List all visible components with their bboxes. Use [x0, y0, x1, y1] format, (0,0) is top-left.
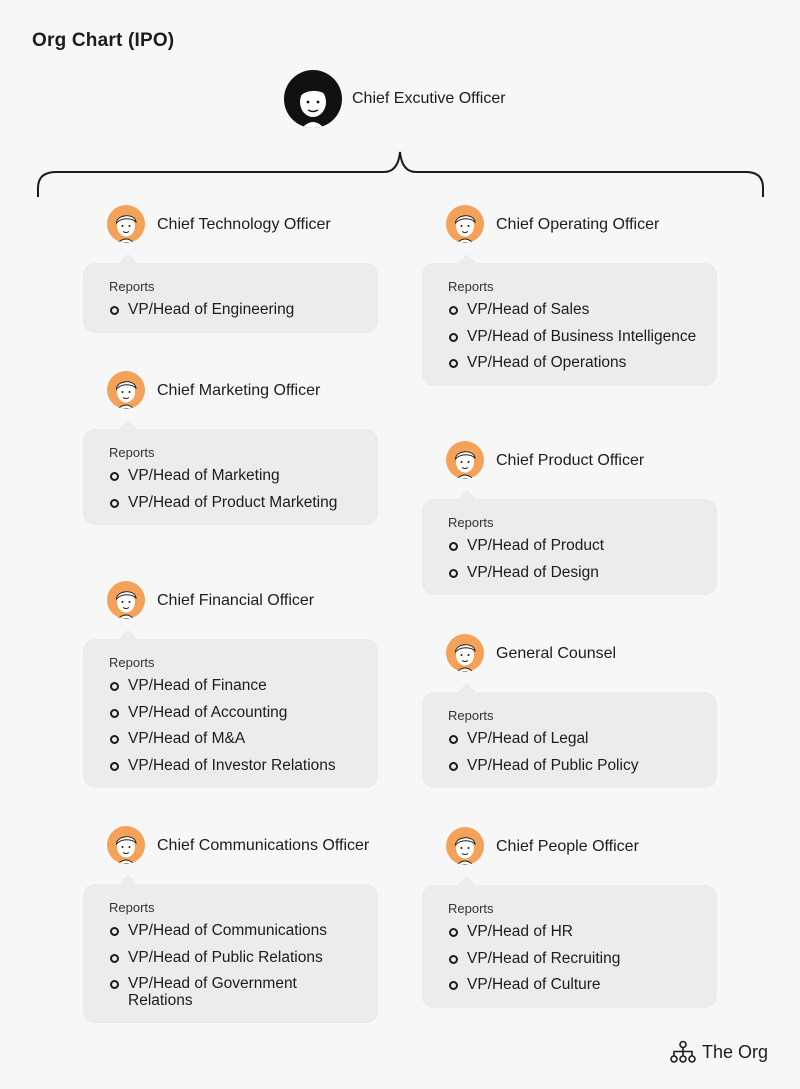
executive-node	[83, 579, 383, 788]
report-item: VP/Head of Accounting	[109, 705, 362, 722]
report-item: VP/Head of Sales	[448, 302, 701, 319]
reports-list	[109, 678, 362, 774]
person-avatar-icon	[446, 205, 484, 243]
person-avatar-icon	[107, 581, 145, 619]
executive-node	[422, 825, 722, 1008]
person-avatar-icon	[107, 826, 145, 864]
executive-node	[422, 203, 722, 386]
report-item: VP/Head of Government Relations	[109, 976, 362, 1009]
ceo-title: Chief Excutive Officer	[352, 90, 506, 107]
reports-label: Reports	[448, 901, 494, 916]
reports-list	[448, 538, 701, 581]
executive-title: Chief Communications Officer	[157, 836, 370, 854]
reports-label: Reports	[109, 900, 155, 915]
executive-header	[422, 632, 722, 674]
executive-header	[422, 439, 722, 481]
person-avatar-icon	[446, 827, 484, 865]
brand-logo	[670, 1040, 768, 1064]
reports-card	[422, 263, 717, 386]
executive-header	[422, 825, 722, 867]
reports-label: Reports	[448, 279, 494, 294]
reports-list	[448, 731, 701, 774]
reports-card	[83, 263, 378, 333]
report-item: VP/Head of M&A	[109, 731, 362, 748]
report-item: VP/Head of Design	[448, 565, 701, 582]
reports-label: Reports	[448, 515, 494, 530]
report-item: VP/Head of Product Marketing	[109, 495, 362, 512]
executive-title: Chief Product Officer	[496, 451, 645, 469]
brand-name: The Org	[701, 1041, 768, 1062]
report-item: VP/Head of Culture	[448, 977, 701, 994]
executive-header	[83, 369, 383, 411]
reports-card	[422, 499, 717, 595]
reports-card	[83, 429, 378, 525]
executive-header	[422, 203, 722, 245]
reports-card	[83, 884, 378, 1023]
org-tree-logo-icon	[670, 1040, 696, 1064]
reports-list	[109, 468, 362, 511]
report-item: VP/Head of Legal	[448, 731, 701, 748]
executive-title: Chief Financial Officer	[157, 591, 315, 609]
reports-card	[422, 692, 717, 788]
person-avatar-icon	[107, 371, 145, 409]
reports-list	[109, 302, 362, 319]
hierarchy-brace	[0, 0, 800, 200]
report-item: VP/Head of Product	[448, 538, 701, 555]
executive-title: General Counsel	[496, 644, 617, 662]
report-item: VP/Head of Investor Relations	[109, 758, 362, 775]
reports-label: Reports	[109, 655, 155, 670]
executive-header	[83, 203, 383, 245]
person-avatar-icon	[446, 441, 484, 479]
report-item: VP/Head of Public Relations	[109, 950, 362, 967]
page-title: Org Chart (IPO)	[32, 30, 175, 51]
report-item: VP/Head of Operations	[448, 355, 701, 372]
executive-node	[83, 824, 383, 1023]
executive-title: Chief Technology Officer	[157, 215, 331, 233]
executive-header	[83, 579, 383, 621]
report-item: VP/Head of HR	[448, 924, 701, 941]
report-item: VP/Head of Public Policy	[448, 758, 701, 775]
person-avatar-icon	[446, 634, 484, 672]
report-item: VP/Head of Communications	[109, 923, 362, 940]
report-item: VP/Head of Finance	[109, 678, 362, 695]
reports-label: Reports	[109, 445, 155, 460]
reports-list	[448, 302, 701, 372]
executive-title: Chief Marketing Officer	[157, 381, 321, 399]
reports-list	[448, 924, 701, 994]
executive-title: Chief People Officer	[496, 837, 639, 855]
report-item: VP/Head of Marketing	[109, 468, 362, 485]
reports-list	[109, 923, 362, 1009]
executive-header	[83, 824, 383, 866]
executive-node	[83, 203, 383, 333]
executive-node	[422, 439, 722, 595]
reports-card	[422, 885, 717, 1008]
person-avatar-icon	[107, 205, 145, 243]
reports-label: Reports	[109, 279, 155, 294]
report-item: VP/Head of Recruiting	[448, 951, 701, 968]
executive-node	[422, 632, 722, 788]
report-item: VP/Head of Engineering	[109, 302, 362, 319]
report-item: VP/Head of Business Intelligence	[448, 329, 701, 346]
executive-node	[83, 369, 383, 525]
executive-title: Chief Operating Officer	[496, 215, 660, 233]
reports-label: Reports	[448, 708, 494, 723]
reports-card	[83, 639, 378, 788]
